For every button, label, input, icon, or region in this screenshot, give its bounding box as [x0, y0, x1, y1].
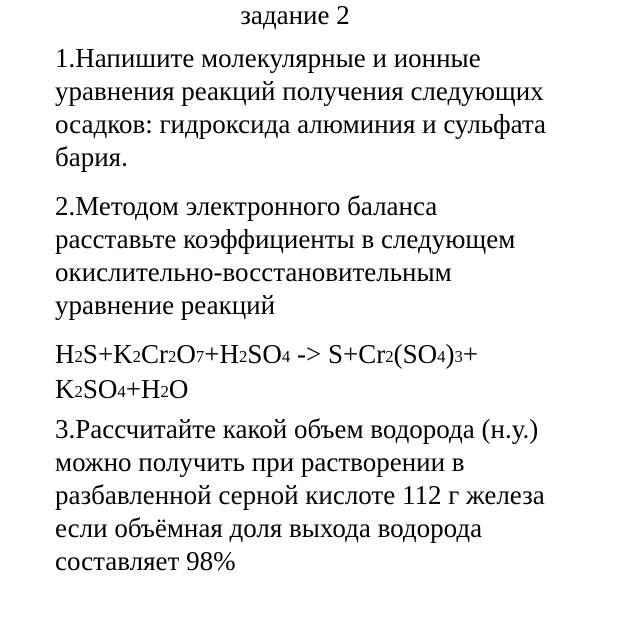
- equation-subscript: 4: [117, 382, 126, 402]
- task-1-line: 1.Напишите молекулярные и ионные: [55, 43, 481, 73]
- equation-text: O: [176, 339, 196, 369]
- equation-subscript: 2: [160, 382, 169, 402]
- task-2-line: 2.Методом электронного баланса: [55, 191, 438, 221]
- equation-line-2: [55, 373, 615, 408]
- equation-subscript: 2: [385, 347, 394, 367]
- equation-subscript: 7: [195, 347, 205, 367]
- equation-text: +: [462, 339, 479, 369]
- equation-subscript: 2: [132, 347, 141, 367]
- task-1: [55, 42, 615, 174]
- equation-subscript: 4: [437, 347, 446, 367]
- task-3-line: разбавленной серной кислоте 112 г железа: [55, 480, 545, 510]
- equation-text: Cr: [141, 339, 168, 369]
- task-2-line: окислительно-восстановительным: [55, 257, 452, 287]
- equation-text: S+K: [82, 339, 133, 369]
- equation-text: SO: [82, 374, 118, 405]
- equation-text: (SO: [393, 339, 438, 369]
- equation-text: K: [55, 374, 75, 405]
- equation-subscript: 3: [454, 347, 463, 367]
- task-3-line: можно получить при растворении в: [55, 447, 465, 477]
- task-3: [55, 413, 615, 578]
- equation-text: SO: [247, 339, 282, 369]
- equation-text: +H: [125, 374, 161, 405]
- task-1-line: бария.: [55, 142, 128, 172]
- task-2: [55, 190, 615, 322]
- equation-subscript: 2: [238, 347, 248, 367]
- equation-subscript: 4: [281, 347, 291, 367]
- task-3-line: 3.Рассчитайте какой объем водорода (н.у.): [55, 414, 539, 444]
- page-title: задание 2: [240, 0, 350, 30]
- task-2-line: уравнение реакций: [55, 290, 276, 320]
- task-1-line: уравнения реакций получения следующих: [55, 76, 544, 106]
- equation-text: ): [445, 339, 455, 369]
- task-1-line: осадков: гидроксида алюминия и сульфата: [55, 109, 546, 139]
- chemical-equation: [55, 338, 615, 408]
- equation-line-1: [55, 338, 615, 373]
- equation-text: -> S+Cr: [290, 339, 386, 369]
- equation-subscript: 2: [168, 347, 177, 367]
- equation-text: O: [168, 374, 189, 405]
- equation-text: +H: [204, 339, 239, 369]
- equation-subscript: 2: [74, 347, 83, 367]
- task-3-line: если объёмная доля выхода водорода: [55, 513, 483, 543]
- equation-text: H: [55, 339, 75, 369]
- task-2-line: расставьте коэффициенты в следующем: [55, 224, 516, 254]
- equation-subscript: 2: [74, 382, 83, 402]
- task-3-line: составляет 98%: [55, 546, 236, 576]
